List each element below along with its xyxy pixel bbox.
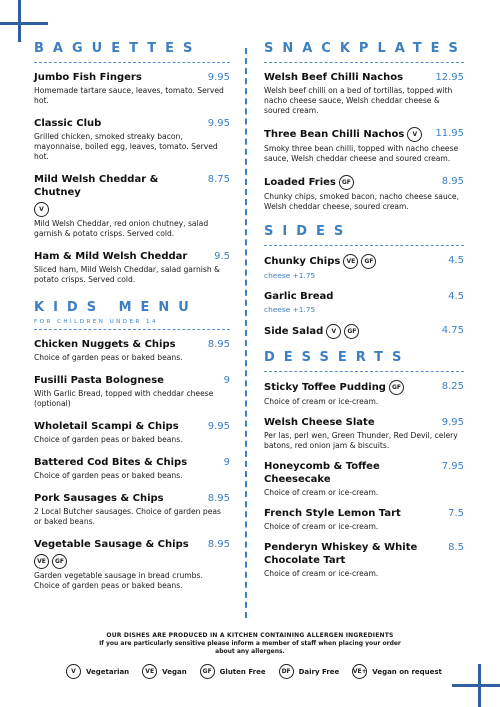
item-price: 8.25 (441, 381, 464, 392)
gf-badge-icon: GF (344, 324, 359, 339)
snackplates-list (264, 71, 464, 212)
menu-item (264, 175, 464, 212)
item-name (34, 374, 230, 387)
sides-list (264, 254, 464, 339)
item-name-text: Jumbo Fish Fingers (34, 72, 142, 83)
ve-plus-legend-icon: VE+ (352, 664, 367, 679)
menu-item (264, 127, 464, 164)
item-price: 9.95 (207, 421, 230, 432)
item-name (264, 71, 464, 84)
item-name (34, 117, 230, 130)
item-price: 9.95 (441, 417, 464, 428)
item-description: Choice of garden peas or baked beans. (34, 435, 183, 444)
legend-item (142, 664, 187, 679)
item-description: Smoky three bean chilli, topped with nacho cheese sauce, Welsh cheddar cheese and soured cream. (264, 144, 459, 163)
baguettes-section (34, 40, 230, 285)
item-description: Homemade tartare sauce, leaves, tomato. Served hot. (34, 86, 224, 105)
item-price: 9.95 (207, 72, 230, 83)
menu-item (34, 117, 230, 162)
menu-item (264, 380, 464, 407)
item-name-text: Chunky Chips (264, 256, 341, 267)
snackplates-title: SNACKPLATES (264, 41, 467, 56)
item-name-text: Chicken Nuggets & Chips (34, 339, 176, 350)
item-name-text: Honeycomb & Toffee Cheesecake (264, 461, 380, 485)
item-description: Choice of cream or ice-cream. (264, 569, 379, 578)
allergen-notice-heading: OUR DISHES ARE PRODUCED IN A KITCHEN CONTAINING ALLERGEN INGREDIENTS (106, 632, 394, 639)
legend-label: Gluten Free (219, 667, 266, 676)
item-price: 7.5 (448, 508, 464, 519)
legend-item (352, 664, 442, 679)
menu-item (264, 416, 464, 451)
desserts-list (264, 380, 464, 579)
kids-rule (34, 329, 230, 330)
menu-item (34, 492, 230, 527)
menu-item (34, 71, 230, 106)
item-price: 8.95 (441, 176, 464, 187)
kids-title: KIDS MENU (34, 300, 198, 315)
legend-label: Dairy Free (298, 667, 340, 676)
item-name (264, 416, 464, 429)
item-price: 11.95 (435, 128, 464, 139)
item-price: 8.5 (448, 542, 464, 553)
menu-item (264, 254, 464, 280)
item-name (264, 127, 464, 142)
legend-item (200, 664, 266, 679)
item-name-text: Welsh Cheese Slate (264, 417, 375, 428)
item-extra: cheese +1.75 (264, 305, 316, 314)
item-name-text: Wholetail Scampi & Chips (34, 421, 179, 432)
gf-legend-icon: GF (200, 664, 215, 679)
item-name (34, 338, 230, 351)
sides-rule (264, 245, 464, 246)
snackplates-section (264, 40, 467, 212)
item-price: 8.75 (207, 174, 230, 185)
item-name-text: Sticky Toffee Pudding (264, 382, 386, 393)
item-extra: cheese +1.75 (264, 271, 316, 280)
baguettes-title: BAGUETTES (34, 41, 202, 56)
item-name (34, 538, 230, 569)
gf-badge-icon: GF (339, 175, 354, 190)
item-name (264, 290, 464, 303)
item-description: With Garlic Bread, topped with cheddar cheese (optional) (34, 389, 214, 408)
item-description: 2 Local Butcher sausages. Choice of garden peas or baked beans. (34, 507, 221, 526)
menu-item (264, 507, 464, 532)
item-name (264, 460, 464, 486)
item-name-text: Side Salad (264, 326, 324, 337)
item-description: Grilled chicken, smoked streaky bacon, mayonnaise, boiled egg, leaves, tomato. Served hot. (34, 132, 218, 161)
item-name-text: Pork Sausages & Chips (34, 493, 164, 504)
dietary-legend (66, 664, 450, 679)
item-description: Mild Welsh Cheddar, red onion chutney, salad garnish & potato crisps. Served cold. (34, 219, 209, 238)
left-column (34, 30, 230, 602)
item-price: 9 (223, 375, 230, 386)
menu-item (34, 456, 230, 481)
menu-item (264, 460, 464, 498)
menu-item (264, 290, 464, 314)
desserts-section (264, 349, 464, 579)
item-name (264, 254, 464, 269)
right-column (264, 30, 467, 588)
item-name (34, 250, 230, 263)
item-price: 9.95 (207, 118, 230, 129)
item-name-text: French Style Lemon Tart (264, 508, 401, 519)
kids-section (34, 299, 230, 591)
item-name-text: Three Bean Chilli Nachos (264, 129, 405, 140)
menu-item (264, 71, 464, 116)
item-price: 8.95 (207, 339, 230, 350)
menu-item (264, 324, 464, 339)
item-name-text: Battered Cod Bites & Chips (34, 457, 188, 468)
v-badge-icon: V (407, 127, 422, 142)
item-price: 9 (223, 457, 230, 468)
item-name (264, 507, 464, 520)
item-price: 8.95 (207, 493, 230, 504)
legend-label: Vegan (162, 667, 187, 676)
v-legend-icon: V (66, 664, 81, 679)
legend-item (279, 664, 340, 679)
legend-label: Vegan on request (372, 667, 442, 676)
v-badge-icon: V (34, 202, 49, 217)
kids-subtitle: FOR CHILDREN UNDER 14 (34, 319, 159, 325)
item-price: 12.95 (435, 72, 464, 83)
item-name-text: Loaded Fries (264, 177, 336, 188)
item-description: Choice of cream or ice-cream. (264, 522, 379, 531)
item-price: 7.95 (441, 461, 464, 472)
item-name (34, 71, 230, 84)
item-price: 4.5 (448, 255, 464, 266)
item-name (34, 420, 230, 433)
allergen-notice-text: If you are particularly sensitive please inform a member of staff when placing your order (99, 640, 401, 647)
menu-item (34, 250, 230, 285)
legend-label: Vegetarian (86, 667, 130, 676)
menu-item (34, 173, 230, 239)
menu-item (264, 541, 464, 579)
gf-badge-icon: GF (389, 380, 404, 395)
item-name (264, 380, 464, 395)
baguettes-rule (34, 62, 230, 63)
ve-badge-icon: VE (34, 554, 49, 569)
legend-item (66, 664, 129, 679)
corner-line-bottom-right-horizontal (452, 684, 500, 687)
item-description: Choice of garden peas or baked beans. (34, 353, 183, 362)
item-name-text: Garlic Bread (264, 291, 334, 302)
item-description: Welsh beef chilli on a bed of tortillas, topped with nacho cheese sauce, Welsh cheddar cheese & soured cream. (264, 86, 453, 115)
kids-list (34, 338, 230, 591)
item-price: 4.75 (441, 325, 464, 336)
item-description: Per las, perl wen, Green Thunder, Red Devil, celery batons, red onion jam & biscuits. (264, 431, 458, 450)
menu-item (34, 538, 230, 591)
menu-item (34, 338, 230, 363)
menu-item (34, 374, 230, 409)
item-name-text: Mild Welsh Cheddar & Chutney (34, 174, 159, 198)
item-description: Choice of cream or ice-cream. (264, 397, 379, 406)
item-description: Chunky chips, smoked bacon, nacho cheese sauce, Welsh cheddar cheese, soured cream. (264, 192, 460, 211)
item-description: Choice of cream or ice-cream. (264, 488, 379, 497)
ve-legend-icon: VE (142, 664, 157, 679)
item-name-text: Classic Club (34, 118, 102, 129)
sides-section (264, 223, 464, 339)
v-badge-icon: V (326, 324, 341, 339)
item-name-text: Vegetable Sausage & Chips (34, 539, 189, 550)
df-legend-icon: DF (279, 664, 294, 679)
baguettes-list (34, 71, 230, 285)
allergen-notice (0, 632, 500, 655)
item-description: Garden vegetable sausage in bread crumbs. Choice of garden peas or baked beans. (34, 571, 203, 590)
item-name-text: Fusilli Pasta Bolognese (34, 375, 164, 386)
corner-line-top-left-vertical (18, 0, 21, 42)
item-name (34, 492, 230, 505)
item-name (34, 173, 230, 217)
desserts-rule (264, 371, 464, 372)
ve-badge-icon: VE (343, 254, 358, 269)
item-name (264, 175, 464, 190)
item-name (264, 324, 464, 339)
item-price: 9.5 (214, 251, 230, 262)
item-name (34, 456, 230, 469)
allergen-notice-text-cont: about any allergens. (215, 648, 285, 655)
item-description: Choice of garden peas or baked beans. (34, 471, 183, 480)
item-description: Sliced ham, Mild Welsh Cheddar, salad garnish & potato crisps. Served cold. (34, 265, 220, 284)
desserts-title: DESSERTS (264, 350, 411, 365)
gf-badge-icon: GF (361, 254, 376, 269)
item-name-text: Welsh Beef Chilli Nachos (264, 72, 404, 83)
snackplates-rule (264, 62, 464, 63)
column-divider (245, 48, 247, 618)
item-price: 8.95 (207, 539, 230, 550)
item-name-text: Penderyn Whiskey & White Chocolate Tart (264, 542, 418, 566)
item-name (264, 541, 464, 567)
item-price: 4.5 (448, 291, 464, 302)
sides-title: SIDES (264, 224, 353, 239)
item-name-text: Ham & Mild Welsh Cheddar (34, 251, 188, 262)
menu-item (34, 420, 230, 445)
gf-badge-icon: GF (52, 554, 67, 569)
corner-line-top-left-horizontal (0, 22, 48, 25)
